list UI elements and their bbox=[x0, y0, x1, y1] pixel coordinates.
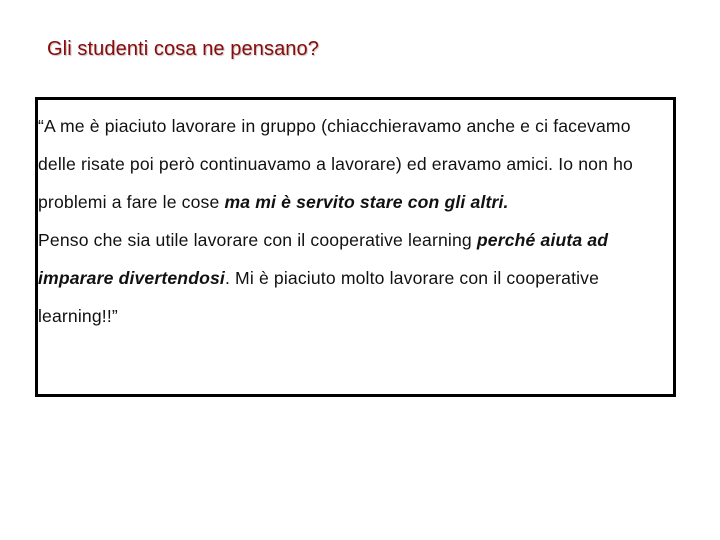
quote-part-1: “A me è piaciuto lavorare in gruppo (chiacchieravamo anche e ci facevamo delle risate poi però continuavamo a lavorare) ed eravamo amici. Io non ho problemi a fare le cose bbox=[38, 116, 633, 212]
quote-emphasis-2: perché aiuta ad imparare divertendosi bbox=[38, 230, 609, 288]
student-quote bbox=[38, 107, 670, 335]
quote-part-3: . Mi è piaciuto molto lavorare con il cooperative learning!!” bbox=[38, 268, 600, 326]
student-quote-box bbox=[35, 97, 676, 397]
quote-emphasis-1: ma mi è servito stare con gli altri. bbox=[224, 192, 509, 212]
slide-title: Gli studenti cosa ne pensano? bbox=[47, 38, 319, 60]
quote-part-2: Penso che sia utile lavorare con il cooperative learning bbox=[38, 230, 477, 250]
